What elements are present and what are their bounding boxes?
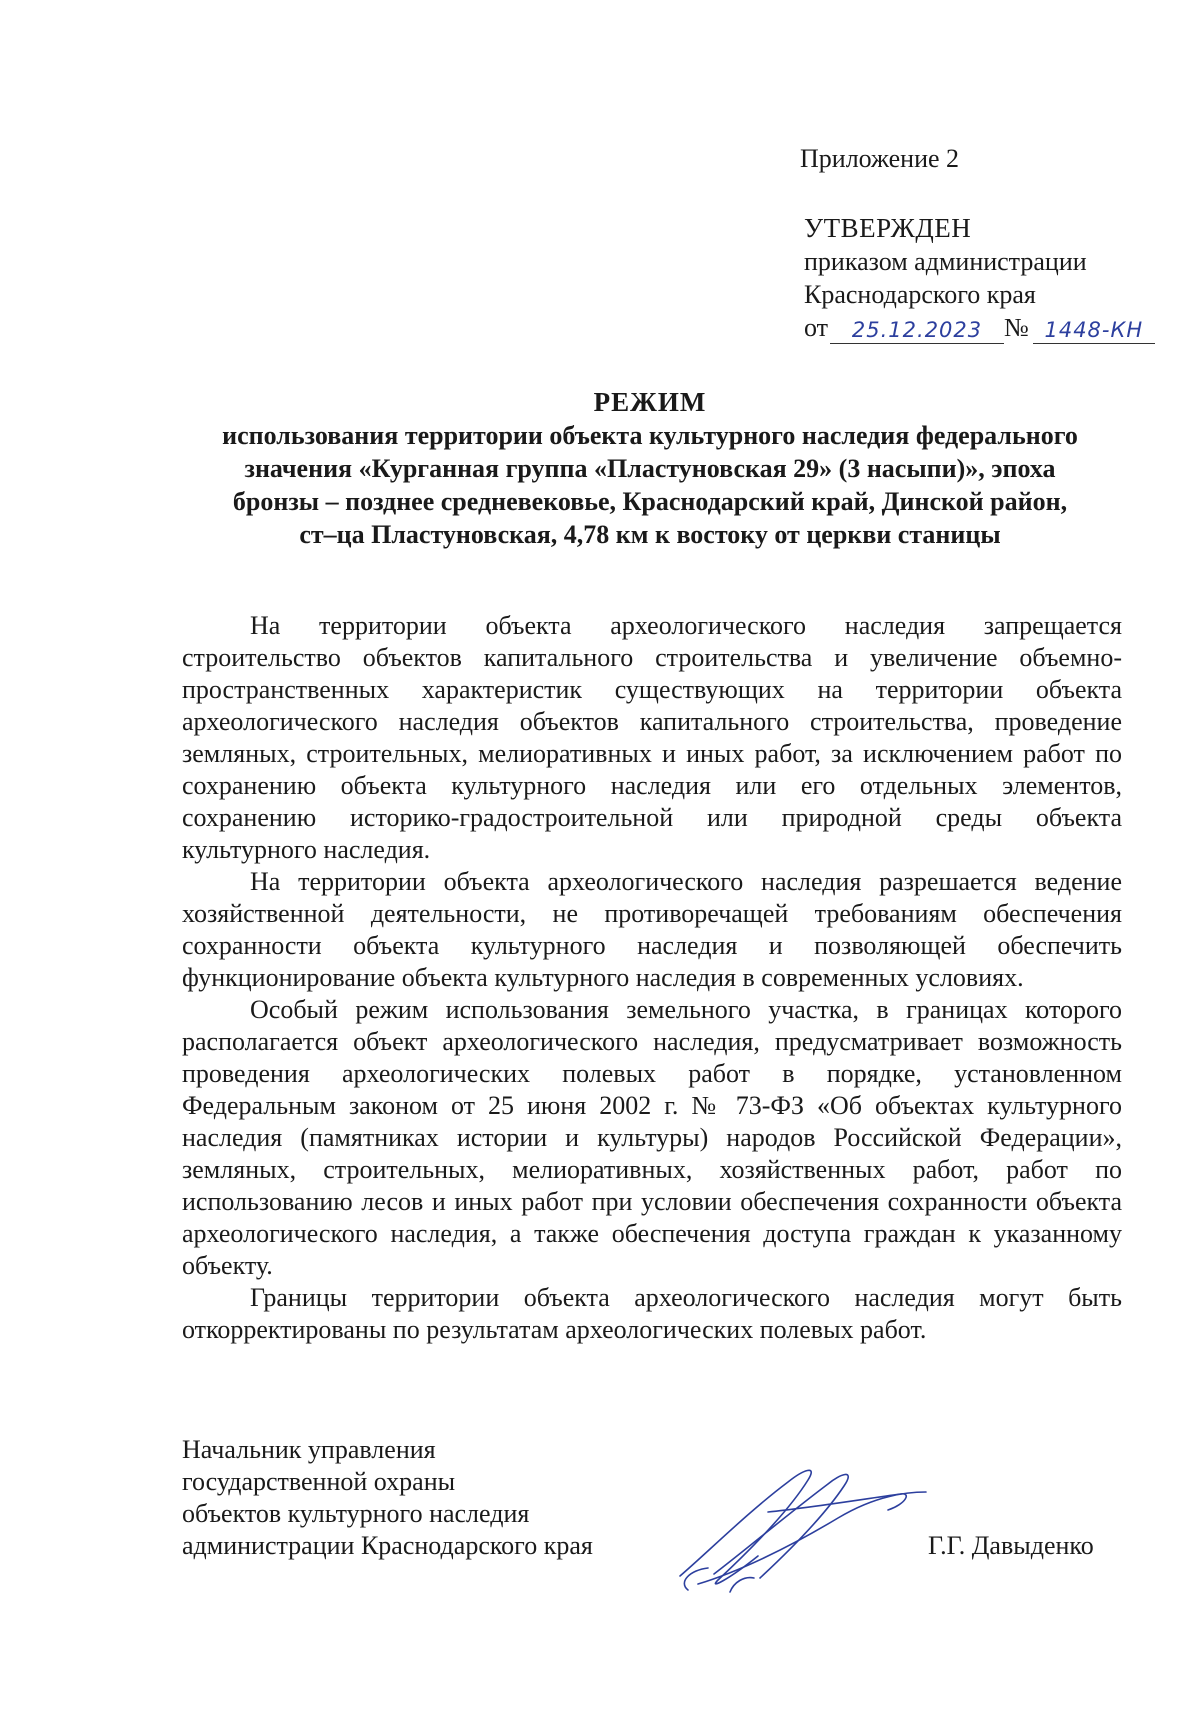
handwritten-signature [668,1452,938,1602]
approved-by-line-1: приказом администрации [804,247,1087,276]
title-line-2: значения «Курганная группа «Пластуновская 29» (3 насыпи)», эпоха [244,454,1056,483]
position-line-3: объектов культурного наследия [182,1499,530,1528]
approved-heading: УТВЕРЖДЕН [804,213,972,243]
order-date-number-line [804,311,1155,344]
signatory-name: Г.Г. Давыденко [928,1531,1094,1560]
approved-by-line-2: Краснодарского края [804,280,1036,309]
title-line-3: бронзы – позднее средневековье, Краснодарский край, Динской район, [232,487,1068,516]
approval-block [804,212,1155,344]
title-line-4: ст–ца Пластуновская, 4,78 км к востоку от церкви станицы [299,520,1001,549]
document-body [182,610,1122,1346]
number-prefix: № [1004,313,1029,342]
paragraph-boundaries: Границы территории объекта археологического наследия могут быть откорректированы по результатам археологических полевых работ. [182,1283,1122,1344]
date-prefix: от [804,313,829,342]
paragraph-special-regime: Особый режим использования земельного участка, в границах которого располагается объект археологического наследия, предусматривает возможность проведения археологических полевых работ в порядке, установленном Федеральным законом от 25 июня 2002 г. № 73-ФЗ «Об объектах культурного наследия (памятниках истории и культуры) народов Российской Федерации», земляных, строительных, мелиоративных, хозяйственных работ, работ по использованию лесов и иных работ при условии обеспечения сохранности объекта археологического наследия, а также обеспечения доступа граждан к указанному объекту. [182,995,1122,1280]
paragraph-permissions: На территории объекта археологического наследия разрешается ведение хозяйственной деятельности, не противоречащей требованиям обеспечения сохранности объекта культурного наследия и позволяющей обеспечить функционирование объекта культурного наследия в современных условиях. [182,867,1122,992]
handwritten-number: 1448-КН [1033,317,1155,344]
handwritten-date: 25.12.2023 [830,317,1004,344]
title-line-1: использования территории объекта культурного наследия федерального [222,421,1078,450]
document-title [160,386,1140,551]
title-main: РЕЖИМ [593,387,707,417]
position-line-4: администрации Краснодарского края [182,1531,593,1560]
position-line-2: государственной охраны [182,1467,456,1496]
position-line-1: Начальник управления [182,1435,436,1464]
paragraph-prohibitions: На территории объекта археологического наследия запрещается строительство объектов капитального строительства и увеличение объемно-пространственных характеристик существующих на территории объекта археологического наследия объектов капитального строительства, проведение земляных, строительных, мелиоративных и иных работ, за исключением работ по сохранению объекта культурного наследия или его отдельных элементов, сохранению историко-градостроительной или природной среды объекта культурного наследия. [182,611,1122,864]
appendix-label: Приложение 2 [800,144,960,173]
signatory-position [182,1434,593,1562]
